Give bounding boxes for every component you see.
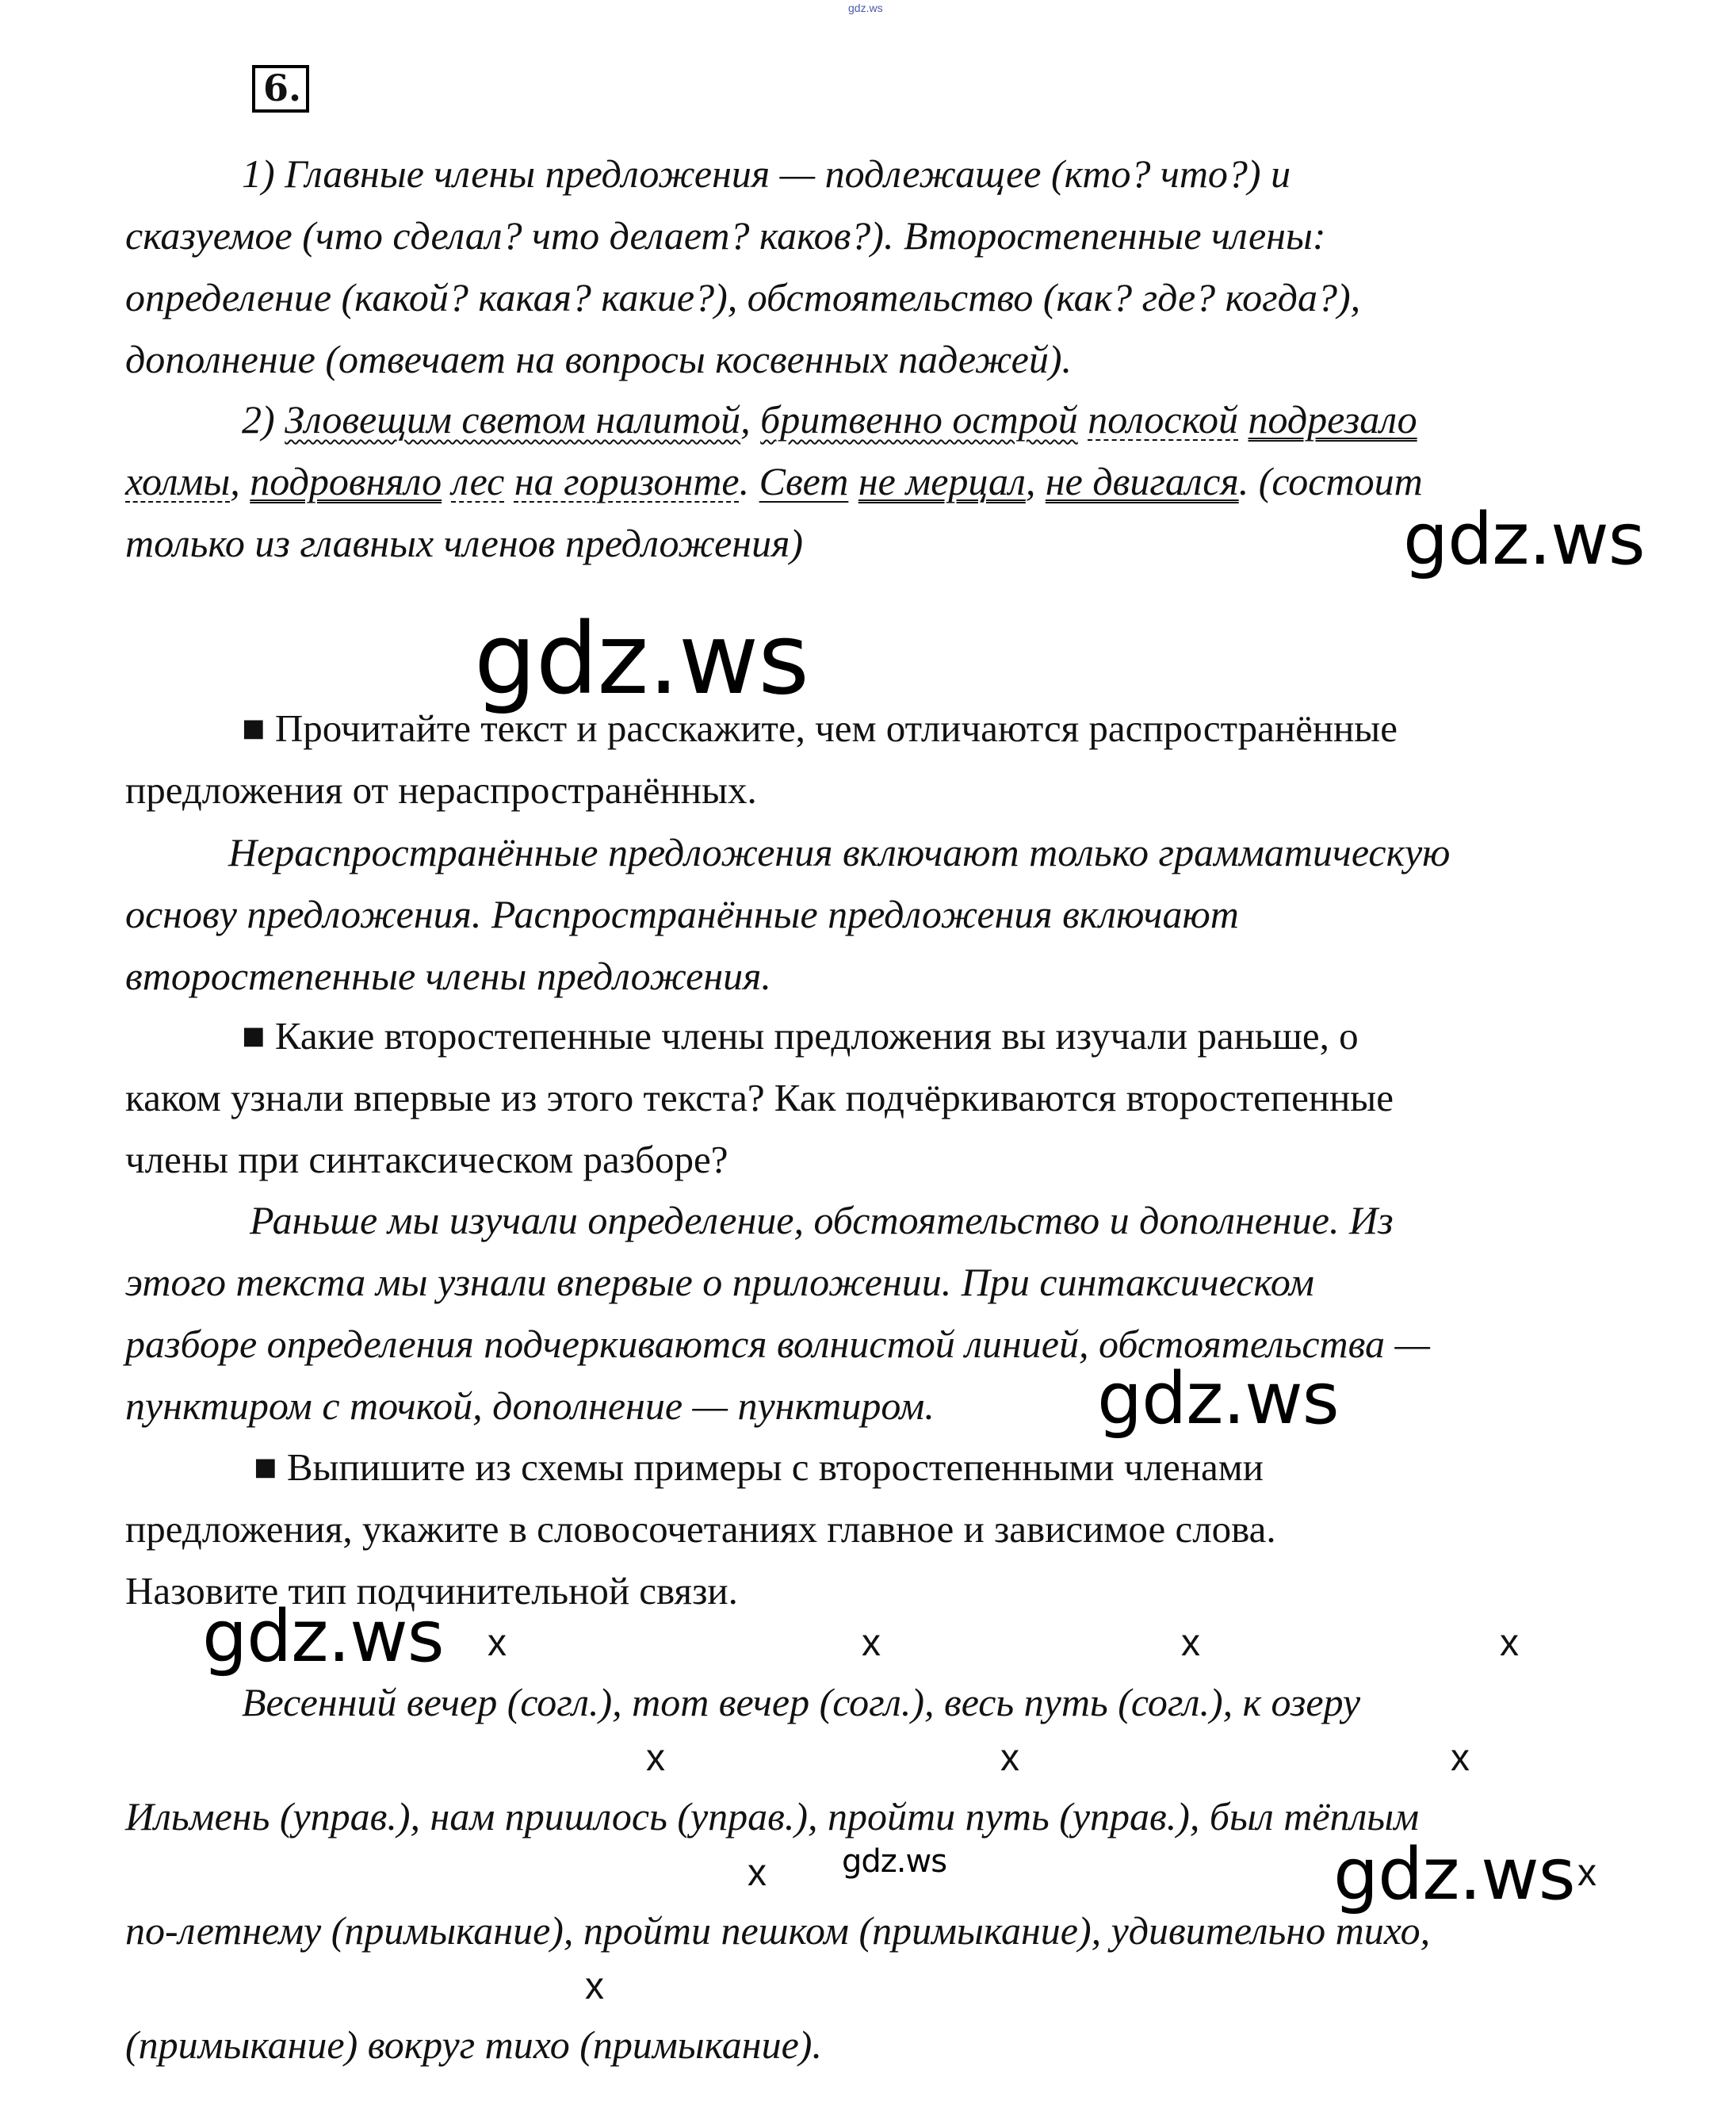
comma: , <box>1025 459 1046 503</box>
space <box>848 459 858 503</box>
main-word-mark: x <box>1451 1737 1470 1779</box>
answer-1-line-4: дополнение (отвечает на вопросы косвенных падежей). <box>125 337 1073 381</box>
attribute-phrase: Зловещим светом налитой <box>285 397 741 442</box>
answer-4-line-3: разборе определения подчеркиваются волнистой линией, обстоятельства — <box>125 1322 1430 1366</box>
answer-4-line-2: этого текста мы узнали впервые о приложении. При синтаксическом <box>125 1260 1314 1304</box>
exercise-number: 6. <box>252 65 309 113</box>
answer-5-line-2: Ильмень (управ.), нам пришлось (управ.), пройти путь (управ.), был тёплым <box>125 1794 1420 1839</box>
question-1-line-1: ■ Прочитайте текст и расскажите, чем отличаются распространённые <box>242 706 1398 750</box>
space <box>442 459 452 503</box>
adverbial-phrase: на горизонте <box>514 459 740 503</box>
answer-4-line-4: пунктиром с точкой, дополнение — пунктиром. <box>125 1383 935 1428</box>
answer-5-line-4: (примыкание) вокруг тихо (примыкание). <box>125 2022 822 2067</box>
answer-5-line-3: по-летнему (примыкание), пройти пешком (примыкание), удивительно тихо, <box>125 1908 1431 1953</box>
answer-2-prefix: 2) <box>242 397 285 442</box>
main-word-mark: x <box>1000 1737 1019 1779</box>
answer-3-line-1: Нераспространённые предложения включают только грамматическую <box>228 830 1451 874</box>
comma: , <box>740 397 761 442</box>
period: . <box>739 459 759 503</box>
answer-4-line-1: Раньше мы изучали определение, обстоятельство и дополнение. Из <box>250 1198 1394 1242</box>
question-2-line-3: члены при синтаксическом разборе? <box>125 1138 728 1181</box>
watermark-5: gdz.ws <box>1333 1833 1575 1916</box>
question-3-line-3: Назовите тип подчинительной связи. <box>125 1569 738 1613</box>
space <box>1238 397 1248 442</box>
watermark-2: gdz.ws <box>474 603 809 717</box>
watermark-small: gdz.ws <box>842 1843 947 1880</box>
answer-1-line-2: сказуемое (что сделал? что делает? каков?). Второстепенные члены: <box>125 213 1326 258</box>
predicate-phrase-2: не двигался <box>1045 459 1239 503</box>
question-2-line-1: ■ Какие второстепенные члены предложения вы изучали раньше, о <box>242 1014 1359 1058</box>
space <box>504 459 514 503</box>
answer-1-line-3: определение (какой? какая? какие?), обстоятельство (как? где? когда?), <box>125 275 1361 320</box>
answer-3-line-3: второстепенные члены предложения. <box>125 954 771 998</box>
main-word-mark: x <box>1181 1622 1200 1664</box>
question-3-line-1: ■ Выпишите из схемы примеры с второстепенными членами <box>254 1445 1264 1489</box>
watermark-4: gdz.ws <box>202 1595 444 1678</box>
predicate-word-2: подровняло <box>250 459 442 503</box>
object-word-3: лес <box>451 459 505 503</box>
main-word-mark: x <box>862 1622 881 1664</box>
answer-5-line-1: Весенний вечер (согл.), тот вечер (согл.), весь путь (согл.), к озеру <box>242 1680 1361 1724</box>
answer-2-line-1 <box>242 396 1417 442</box>
main-word-mark: x <box>646 1737 665 1779</box>
watermark-3: gdz.ws <box>1097 1357 1339 1441</box>
tiny-watermark: gdz.ws <box>848 2 883 14</box>
answer-2-tail: . (состоит <box>1238 459 1423 503</box>
object-word-2: холмы <box>125 459 231 503</box>
attribute-phrase-2: бритвенно острой <box>760 397 1078 442</box>
main-word-mark: x <box>748 1852 767 1894</box>
main-word-mark: x <box>488 1622 507 1664</box>
answer-3-line-2: основу предложения. Распространённые предложения включают <box>125 892 1239 936</box>
comma: , <box>230 459 250 503</box>
predicate-phrase: не мерцал <box>858 459 1026 503</box>
object-word: полоской <box>1088 397 1239 442</box>
question-1-line-2: предложения от нераспространённых. <box>125 768 757 812</box>
answer-2-line-2 <box>125 458 1423 504</box>
watermark-1: gdz.ws <box>1403 498 1645 581</box>
main-word-mark: x <box>1577 1852 1596 1894</box>
subject-word: Свет <box>759 459 849 503</box>
answer-1-line-1: 1) Главные члены предложения — подлежащее (кто? что?) и <box>242 151 1291 196</box>
predicate-word: подрезало <box>1248 397 1417 442</box>
space <box>1078 397 1088 442</box>
question-3-line-2: предложения, укажите в словосочетаниях главное и зависимое слова. <box>125 1507 1276 1551</box>
main-word-mark: x <box>1500 1622 1519 1664</box>
question-2-line-2: каком узнали впервые из этого текста? Как подчёркиваются второстепенные <box>125 1076 1394 1119</box>
main-word-mark: x <box>585 1965 604 2007</box>
answer-2-line-3: только из главных членов предложения) <box>125 521 803 565</box>
